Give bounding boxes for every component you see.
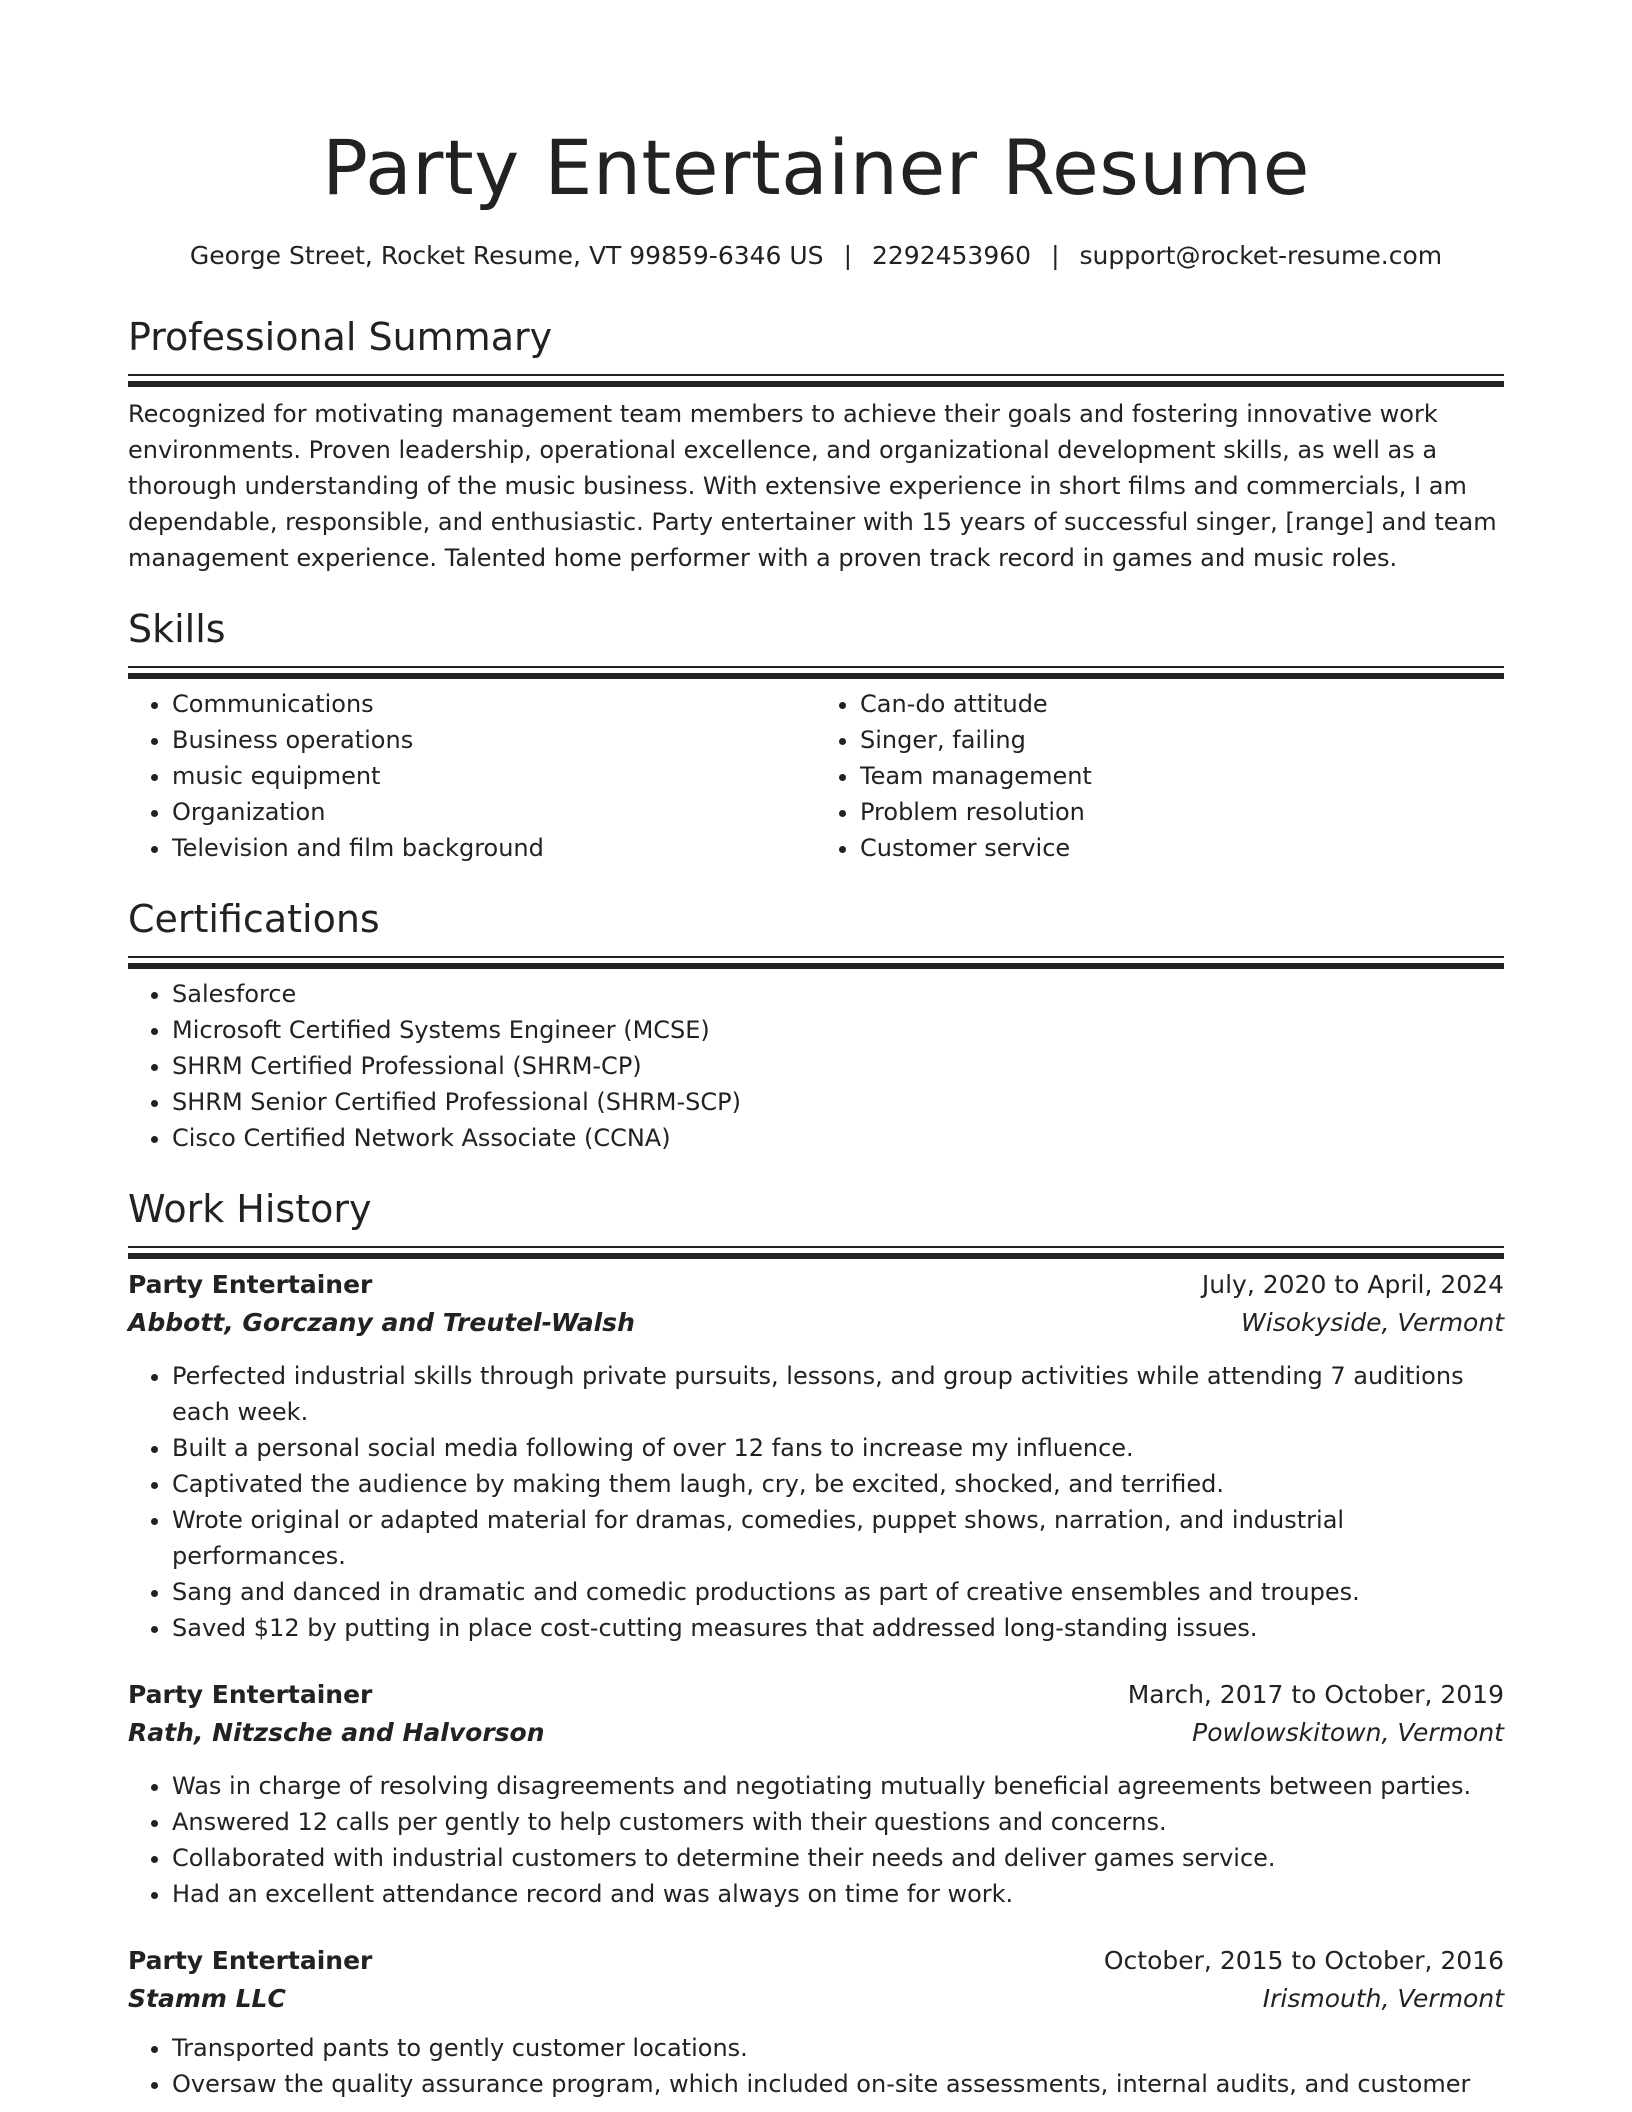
skill-item: • music equipment xyxy=(172,758,816,794)
contact-separator: | xyxy=(843,241,852,270)
job-header-row xyxy=(128,1676,1504,1714)
section-divider xyxy=(128,1246,1504,1248)
job-bullets xyxy=(128,1358,1504,1646)
skill-item: • Organization xyxy=(172,794,816,830)
certifications-section xyxy=(128,894,1504,1156)
certification-item: • SHRM Certified Professional (SHRM-CP) xyxy=(172,1048,1504,1084)
job-company-row xyxy=(128,1714,1504,1752)
skills-left-list xyxy=(128,686,816,866)
job-location: Powlowskitown, Vermont xyxy=(1192,1718,1504,1747)
job-bullet: • Perfected industrial skills through private pursuits, lessons, and group activities while attending 7 auditions each week. xyxy=(172,1358,1504,1430)
job-bullets xyxy=(128,2030,1504,2102)
job-bullet: • Was in charge of resolving disagreements and negotiating mutually beneficial agreements between parties. xyxy=(172,1768,1504,1804)
work-history-heading: Work History xyxy=(128,1187,372,1231)
skill-item: • Team management xyxy=(860,758,1504,794)
skills-section xyxy=(128,604,1504,866)
job-bullet: • Transported pants to gently customer locations. xyxy=(172,2030,1504,2066)
skill-item: • Can-do attitude xyxy=(860,686,1504,722)
job-company: Stamm LLC xyxy=(128,1984,286,2013)
summary-section xyxy=(128,312,1504,576)
job-title: Party Entertainer xyxy=(128,1946,373,1975)
job-title: Party Entertainer xyxy=(128,1680,373,1709)
job-bullet: • Had an excellent attendance record and was always on time for work. xyxy=(172,1876,1504,1912)
certification-item: • Microsoft Certified Systems Engineer (MCSE) xyxy=(172,1012,1504,1048)
skills-heading: Skills xyxy=(128,607,226,651)
section-divider xyxy=(128,666,1504,668)
certification-item: • Salesforce xyxy=(172,976,1504,1012)
job-bullet: • Collaborated with industrial customers to determine their needs and deliver games service. xyxy=(172,1840,1504,1876)
job-bullet: • Captivated the audience by making them laugh, cry, be excited, shocked, and terrified. xyxy=(172,1466,1504,1502)
job-dates: March, 2017 to October, 2019 xyxy=(1127,1680,1504,1709)
job-bullet: • Wrote original or adapted material for dramas, comedies, puppet shows, narration, and industrial performances. xyxy=(172,1502,1504,1574)
job-entry xyxy=(128,1942,1504,2102)
job-bullets xyxy=(128,1768,1504,1912)
skill-item: • Television and film background xyxy=(172,830,816,866)
certification-item: • SHRM Senior Certified Professional (SHRM-SCP) xyxy=(172,1084,1504,1120)
section-divider xyxy=(128,956,1504,958)
job-entry xyxy=(128,1676,1504,1912)
job-location: Irismouth, Vermont xyxy=(1262,1984,1504,2013)
job-dates: July, 2020 to April, 2024 xyxy=(1201,1270,1504,1299)
job-bullet: • Built a personal social media following of over 12 fans to increase my influence. xyxy=(172,1430,1504,1466)
contact-line xyxy=(128,238,1504,274)
job-bullet: • Answered 12 calls per gently to help customers with their questions and concerns. xyxy=(172,1804,1504,1840)
skills-grid xyxy=(128,686,1504,866)
job-bullet: • Oversaw the quality assurance program, which included on-site assessments, internal audits, and customer xyxy=(172,2066,1504,2102)
skill-item: • Singer, failing xyxy=(860,722,1504,758)
job-header-row xyxy=(128,1266,1504,1304)
contact-separator: | xyxy=(1051,241,1060,270)
certifications-list xyxy=(128,976,1504,1156)
certifications-heading: Certifications xyxy=(128,897,380,941)
resume-page xyxy=(128,0,1504,2102)
job-company: Rath, Nitzsche and Halvorson xyxy=(128,1718,545,1747)
skill-item: • Business operations xyxy=(172,722,816,758)
job-bullet: • Sang and danced in dramatic and comedic productions as part of creative ensembles and troupes. xyxy=(172,1574,1504,1610)
contact-email[interactable]: support@rocket-resume.com xyxy=(1079,241,1443,270)
resume-title: Party Entertainer Resume xyxy=(322,123,1310,212)
section-divider xyxy=(128,374,1504,376)
job-entry xyxy=(128,1266,1504,1646)
job-bullet: • Saved $12 by putting in place cost-cutting measures that addressed long-standing issues. xyxy=(172,1610,1504,1646)
skill-item: • Customer service xyxy=(860,830,1504,866)
skill-item: • Problem resolution xyxy=(860,794,1504,830)
job-location: Wisokyside, Vermont xyxy=(1241,1308,1504,1337)
work-history-section xyxy=(128,1184,1504,2102)
job-header-row xyxy=(128,1942,1504,1980)
job-company-row xyxy=(128,1304,1504,1342)
contact-phone: 2292453960 xyxy=(872,241,1032,270)
job-dates: October, 2015 to October, 2016 xyxy=(1103,1946,1504,1975)
summary-text: Recognized for motivating management team members to achieve their goals and fostering innovative work environments. Proven leadership, operational excellence, and organizational development skills, as well as a thorough understanding of the music business. With extensive experience in short films and commercials, I am dependable, responsible, and enthusiastic. Party entertainer with 15 years of successful singer, [range] and team management experience. Talented home performer with a proven track record in games and music roles. xyxy=(128,400,1497,572)
certification-item: • Cisco Certified Network Associate (CCNA) xyxy=(172,1120,1504,1156)
job-company: Abbott, Gorczany and Treutel-Walsh xyxy=(128,1308,635,1337)
skills-right-list xyxy=(816,686,1504,866)
job-title: Party Entertainer xyxy=(128,1270,373,1299)
contact-address: George Street, Rocket Resume, VT 99859-6346 US xyxy=(189,241,824,270)
job-company-row xyxy=(128,1980,1504,2018)
summary-heading: Professional Summary xyxy=(128,315,553,359)
skill-item: • Communications xyxy=(172,686,816,722)
